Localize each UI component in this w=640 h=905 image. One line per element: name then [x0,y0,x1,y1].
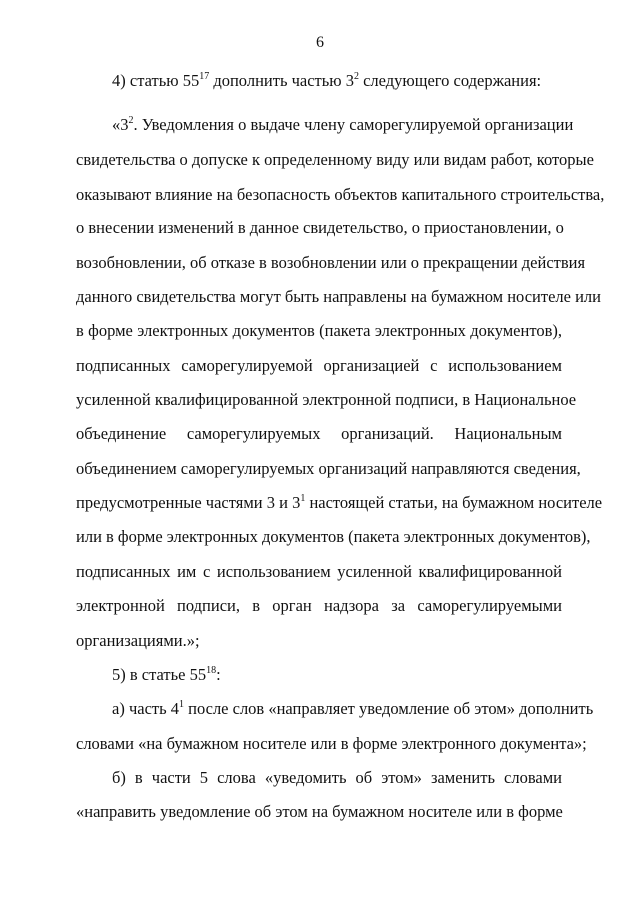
text-line [76,631,562,651]
line-text: . Уведомления о выдаче члену саморегулируемой организации [133,115,574,134]
line-text: 5) в статье 55 [112,665,207,684]
line-text: «3 [112,115,129,134]
text-line [76,150,594,170]
text-line [76,596,562,616]
text-line [112,665,562,685]
text-line [76,287,601,307]
superscript: 1 [300,493,306,504]
line-text: 4) статью 55 [112,71,200,90]
line-text: данного свидетельства могут быть направлены на бумажном носителе или [76,287,601,306]
text-line [112,71,562,91]
text-line [76,390,577,410]
line-text: усиленной квалифицированной электронной подписи, в Национальное [76,390,577,409]
superscript: 18 [206,665,217,676]
line-text: после слов «направляет уведомление об этом» дополнить [184,699,594,718]
line-text: подписанных саморегулируемой организацией с использованием [76,356,562,375]
line-text: электронной подписи, в орган надзора за саморегулируемыми [76,596,562,615]
line-text: объединение саморегулируемых организаций. Национальным [76,424,562,443]
superscript: 2 [353,71,359,82]
line-text: подписанных им с использованием усиленной квалифицированной [76,562,562,581]
line-text: или в форме электронных документов (пакета электронных документов), [76,527,591,546]
line-text: а) часть 4 [112,699,179,718]
line-text: словами «на бумажном носителе или в форме электронного документа»; [76,734,587,753]
text-line [76,424,562,444]
text-line [76,218,562,238]
text-line [76,321,562,341]
superscript: 2 [128,115,134,126]
text-line [76,185,605,205]
text-line [112,115,574,135]
superscript: 17 [199,71,210,82]
line-text: в форме электронных документов (пакета электронных документов), [76,321,562,340]
page-number: 6 [316,34,324,51]
line-text: оказывают влияние на безопасность объектов капитального строительства, [76,185,605,204]
line-text: дополнить частью 3 [209,71,354,90]
line-text: предусмотренные частями 3 и 3 [76,493,301,512]
line-text: настоящей статьи, на бумажном носителе [305,493,603,512]
text-line [76,459,581,479]
line-text: «направить уведомление об этом на бумажном носителе или в форме [76,802,563,821]
text-line [112,768,562,788]
line-text: свидетельства о допуске к определенному виду или видам работ, которые [76,150,594,169]
text-line [112,699,594,719]
line-text: следующего содержания: [358,71,542,90]
text-line [76,802,562,822]
line-text: : [216,665,221,684]
text-line [76,493,603,513]
text-line [76,734,587,754]
line-text: б) в части 5 слова «уведомить об этом» заменить словами [112,768,562,787]
line-text: о внесении изменений в данное свидетельство, о приостановлении, о [76,218,564,237]
text-line [76,562,562,582]
superscript: 1 [179,699,184,710]
text-line [76,253,586,273]
line-text: возобновлении, об отказе в возобновлении или о прекращении действия [76,253,586,272]
line-text: объединением саморегулируемых организаций направляются сведения, [76,459,581,478]
line-text: организациями.»; [76,631,200,650]
text-line [76,527,591,547]
text-line [76,356,562,376]
